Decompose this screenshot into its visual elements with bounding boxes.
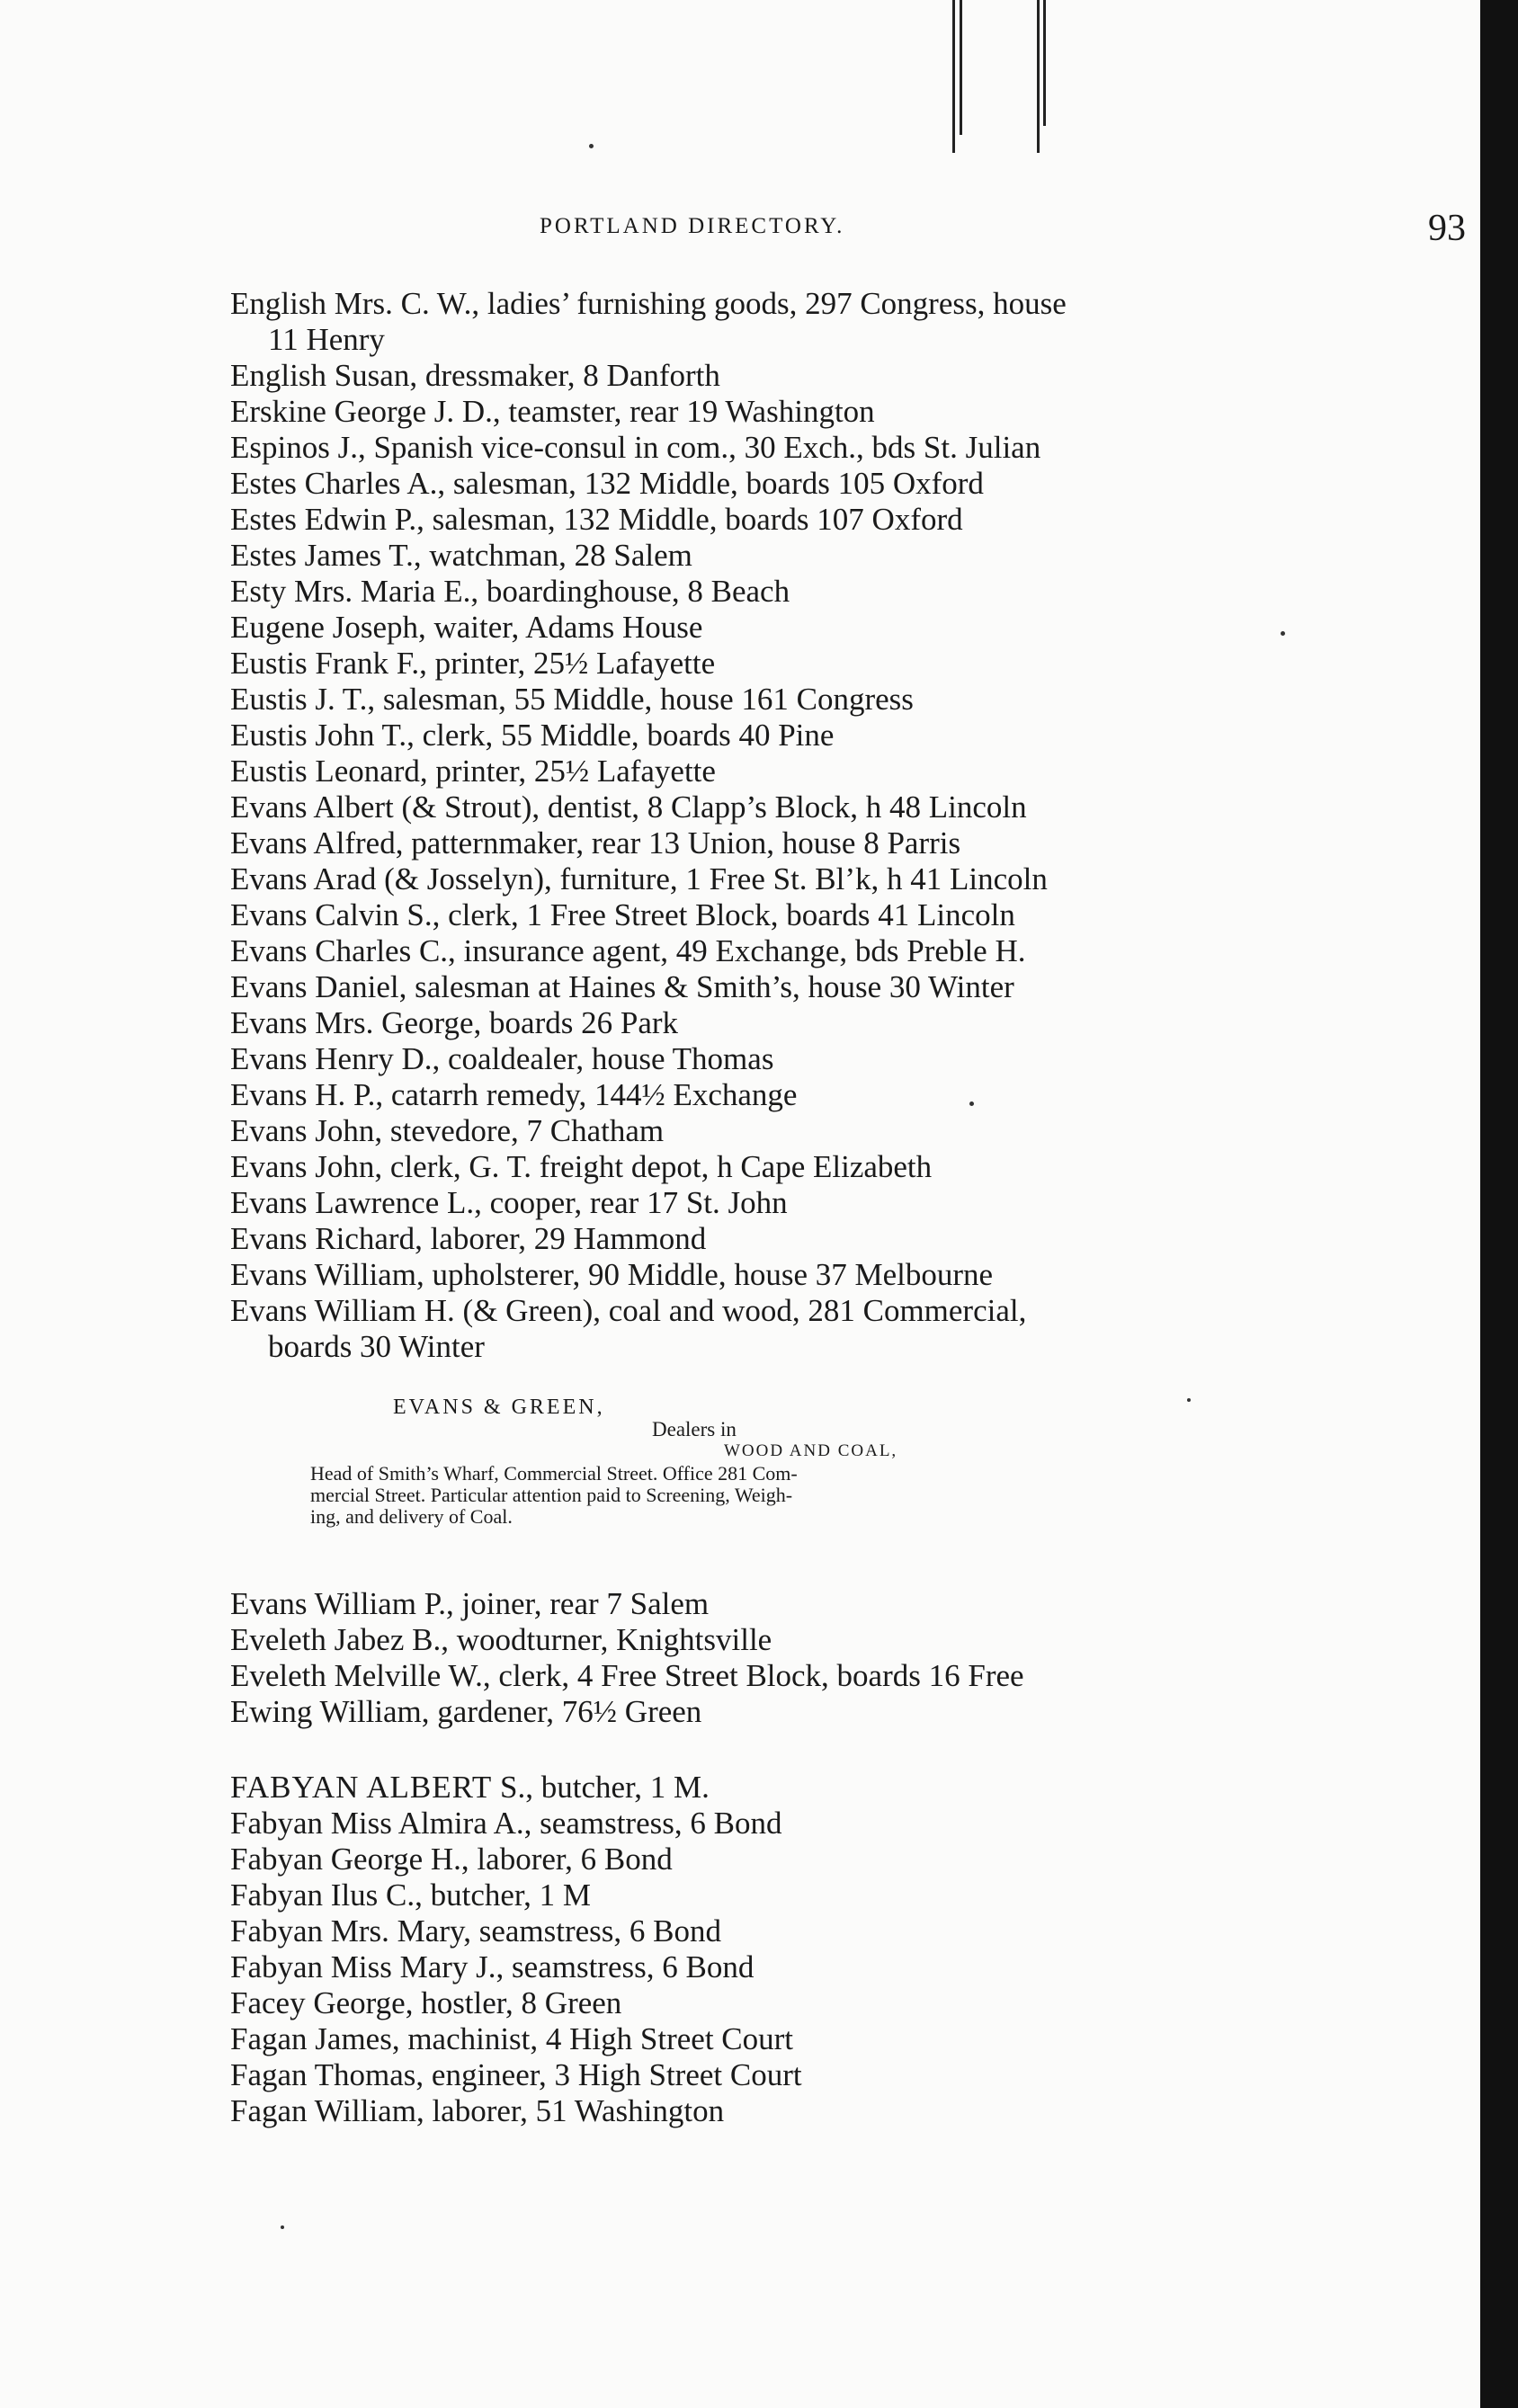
directory-entry [230, 1293, 1237, 1365]
directory-entry [230, 466, 1237, 502]
directory-entry [230, 1113, 1237, 1149]
entry-text: Evans Calvin S., clerk, 1 Free Street Block, boards 41 Lincoln [230, 897, 1015, 932]
directory-entry [230, 2057, 1237, 2093]
directory-entry [230, 2021, 1237, 2057]
entry-text: Evans Daniel, salesman at Haines & Smith’s, house 30 Winter [230, 969, 1014, 1004]
directory-entry [230, 574, 1237, 610]
directory-entry [230, 789, 1237, 825]
entry-text: Erskine George J. D., teamster, rear 19 Washington [230, 394, 875, 429]
entry-text: Esty Mrs. Maria E., boardinghouse, 8 Beach [230, 574, 790, 609]
ad-address-line: mercial Street. Particular attention paid to Screening, Weigh- [310, 1484, 793, 1506]
entry-text: Evans John, clerk, G. T. freight depot, h Cape Elizabeth [230, 1149, 933, 1184]
directory-entry [230, 1041, 1237, 1077]
directory-entry [230, 286, 1237, 358]
entry-text: Evans H. P., catarrh remedy, 144½ Exchange [230, 1077, 798, 1112]
page-header [540, 207, 1466, 261]
running-head: PORTLAND DIRECTORY. [540, 214, 845, 238]
directory-entry [230, 969, 1237, 1005]
directory-entry [230, 1985, 1237, 2021]
entry-text: Eustis Leonard, printer, 25½ Lafayette [230, 754, 716, 789]
entry-surname-caps: FABYAN ALBERT [230, 1770, 493, 1805]
ad-goods-line: WOOD AND COAL, [724, 1441, 898, 1460]
directory-entry [230, 1077, 1237, 1113]
scan-gutter-line [1043, 0, 1046, 126]
directory-entry [230, 1005, 1237, 1041]
directory-entries-f [230, 1770, 1237, 2129]
directory-entry: Evans William P., joiner, rear 7 Salem [230, 1586, 710, 1621]
entry-text: Fabyan Ilus C., butcher, 1 M [230, 1877, 592, 1913]
entry-text: Fabyan Miss Mary J., seamstress, 6 Bond [230, 1949, 755, 1984]
directory-entry [230, 933, 1237, 969]
scan-gutter-line [960, 0, 962, 135]
directory-entry [230, 682, 1237, 718]
directory-entry [230, 1770, 1237, 1806]
entry-text: English Mrs. C. W., ladies’ furnishing goods, 297 Congress, house [230, 286, 1067, 321]
directory-entry [230, 610, 1237, 646]
directory-entry [230, 646, 1237, 682]
entry-text: Evans Mrs. George, boards 26 Park [230, 1005, 679, 1040]
entry-continuation: 11 Henry [268, 322, 385, 357]
directory-entry: Eveleth Melville W., clerk, 4 Free Street Block, boards 16 Free [230, 1658, 1024, 1693]
entry-text: Evans Charles C., insurance agent, 49 Exchange, bds Preble H. [230, 933, 1026, 968]
directory-entry [230, 1913, 1237, 1949]
entry-text: Eugene Joseph, waiter, Adams House [230, 610, 703, 645]
entry-text: Evans John, stevedore, 7 Chatham [230, 1113, 665, 1148]
entry-text: Estes Charles A., salesman, 132 Middle, boards 105 Oxford [230, 466, 984, 501]
entry-text: Fagan James, machinist, 4 High Street Court [230, 2021, 794, 2056]
entry-text: Fabyan Miss Almira A., seamstress, 6 Bond [230, 1806, 782, 1841]
entry-text: Facey George, hostler, 8 Green [230, 1985, 622, 2020]
entry-text: English Susan, dressmaker, 8 Danforth [230, 358, 720, 393]
directory-entry [230, 825, 1237, 861]
directory-entry [230, 1806, 1237, 1842]
ad-address-line: ing, and delivery of Coal. [310, 1505, 513, 1528]
entry-text: Evans Richard, laborer, 29 Hammond [230, 1221, 707, 1256]
directory-entry [230, 1221, 1237, 1257]
directory-entry [230, 502, 1237, 538]
print-speck [281, 2225, 284, 2229]
entry-text: Eustis J. T., salesman, 55 Middle, house 161 Congress [230, 682, 914, 717]
entry-text: Evans William H. (& Green), coal and wood, 281 Commercial, [230, 1293, 1027, 1328]
directory-entry [230, 358, 1237, 394]
entry-continuation: boards 30 Winter [268, 1329, 485, 1364]
entry-text: Espinos J., Spanish vice-consul in com., 30 Exch., bds St. Julian [230, 430, 1041, 465]
directory-entry: Eveleth Jabez B., woodturner, Knightsville [230, 1622, 772, 1657]
directory-entry [230, 1877, 1237, 1913]
entry-text: Fagan Thomas, engineer, 3 High Street Court [230, 2057, 802, 2092]
ad-address-text [310, 1463, 1210, 1528]
entry-text: Evans Arad (& Josselyn), furniture, 1 Free St. Bl’k, h 41 Lincoln [230, 861, 1048, 896]
entry-text: Eustis John T., clerk, 55 Middle, boards 40 Pine [230, 718, 835, 753]
directory-entry [230, 861, 1237, 897]
entry-text: Evans Lawrence L., cooper, rear 17 St. John [230, 1185, 788, 1220]
ad-address-line: Head of Smith’s Wharf, Commercial Street. Office 281 Com- [310, 1462, 798, 1485]
directory-entry [230, 1949, 1237, 1985]
directory-entry [230, 1257, 1237, 1293]
print-speck [1187, 1398, 1191, 1402]
print-speck [969, 1101, 974, 1106]
entry-text: Evans Henry D., coaldealer, house Thomas [230, 1041, 774, 1076]
directory-entry [230, 394, 1237, 430]
entry-text: Evans Albert (& Strout), dentist, 8 Clapp’s Block, h 48 Lincoln [230, 789, 1027, 825]
directory-entry [230, 538, 1237, 574]
page-number: 93 [1428, 208, 1466, 249]
directory-entry [230, 718, 1237, 754]
directory-entry [230, 1842, 1237, 1877]
directory-entry [230, 1185, 1237, 1221]
scan-gutter-line [952, 0, 955, 153]
entry-text: Evans Alfred, patternmaker, rear 13 Union, house 8 Parris [230, 825, 961, 861]
print-speck [589, 144, 594, 148]
ad-dealers-line: Dealers in [652, 1418, 737, 1440]
directory-entries-ev [230, 1586, 1237, 1730]
directory-entry [230, 754, 1237, 789]
entry-text: Estes Edwin P., salesman, 132 Middle, boards 107 Oxford [230, 502, 963, 537]
directory-entry [230, 897, 1237, 933]
directory-entry [230, 1149, 1237, 1185]
entry-text: S., butcher, 1 M. [492, 1770, 710, 1805]
directory-entry [230, 430, 1237, 466]
directory-entry [230, 2093, 1237, 2129]
ad-firm-name: EVANS & GREEN, [393, 1396, 605, 1419]
directory-entry: Ewing William, gardener, 76½ Green [230, 1694, 702, 1729]
entry-text: Evans William, upholsterer, 90 Middle, house 37 Melbourne [230, 1257, 994, 1292]
directory-entries-e [230, 286, 1237, 1365]
entry-text: Fabyan George H., laborer, 6 Bond [230, 1842, 673, 1877]
entry-text: Fagan William, laborer, 51 Washington [230, 2093, 725, 2128]
entry-text: Eustis Frank F., printer, 25½ Lafayette [230, 646, 716, 681]
print-speck [1281, 631, 1285, 636]
scan-page-edge [1480, 0, 1518, 2408]
entry-text: Estes James T., watchman, 28 Salem [230, 538, 692, 573]
advertisement-evans-green [310, 1396, 1210, 1528]
entry-text: Fabyan Mrs. Mary, seamstress, 6 Bond [230, 1913, 722, 1949]
scan-gutter-line [1037, 0, 1040, 153]
